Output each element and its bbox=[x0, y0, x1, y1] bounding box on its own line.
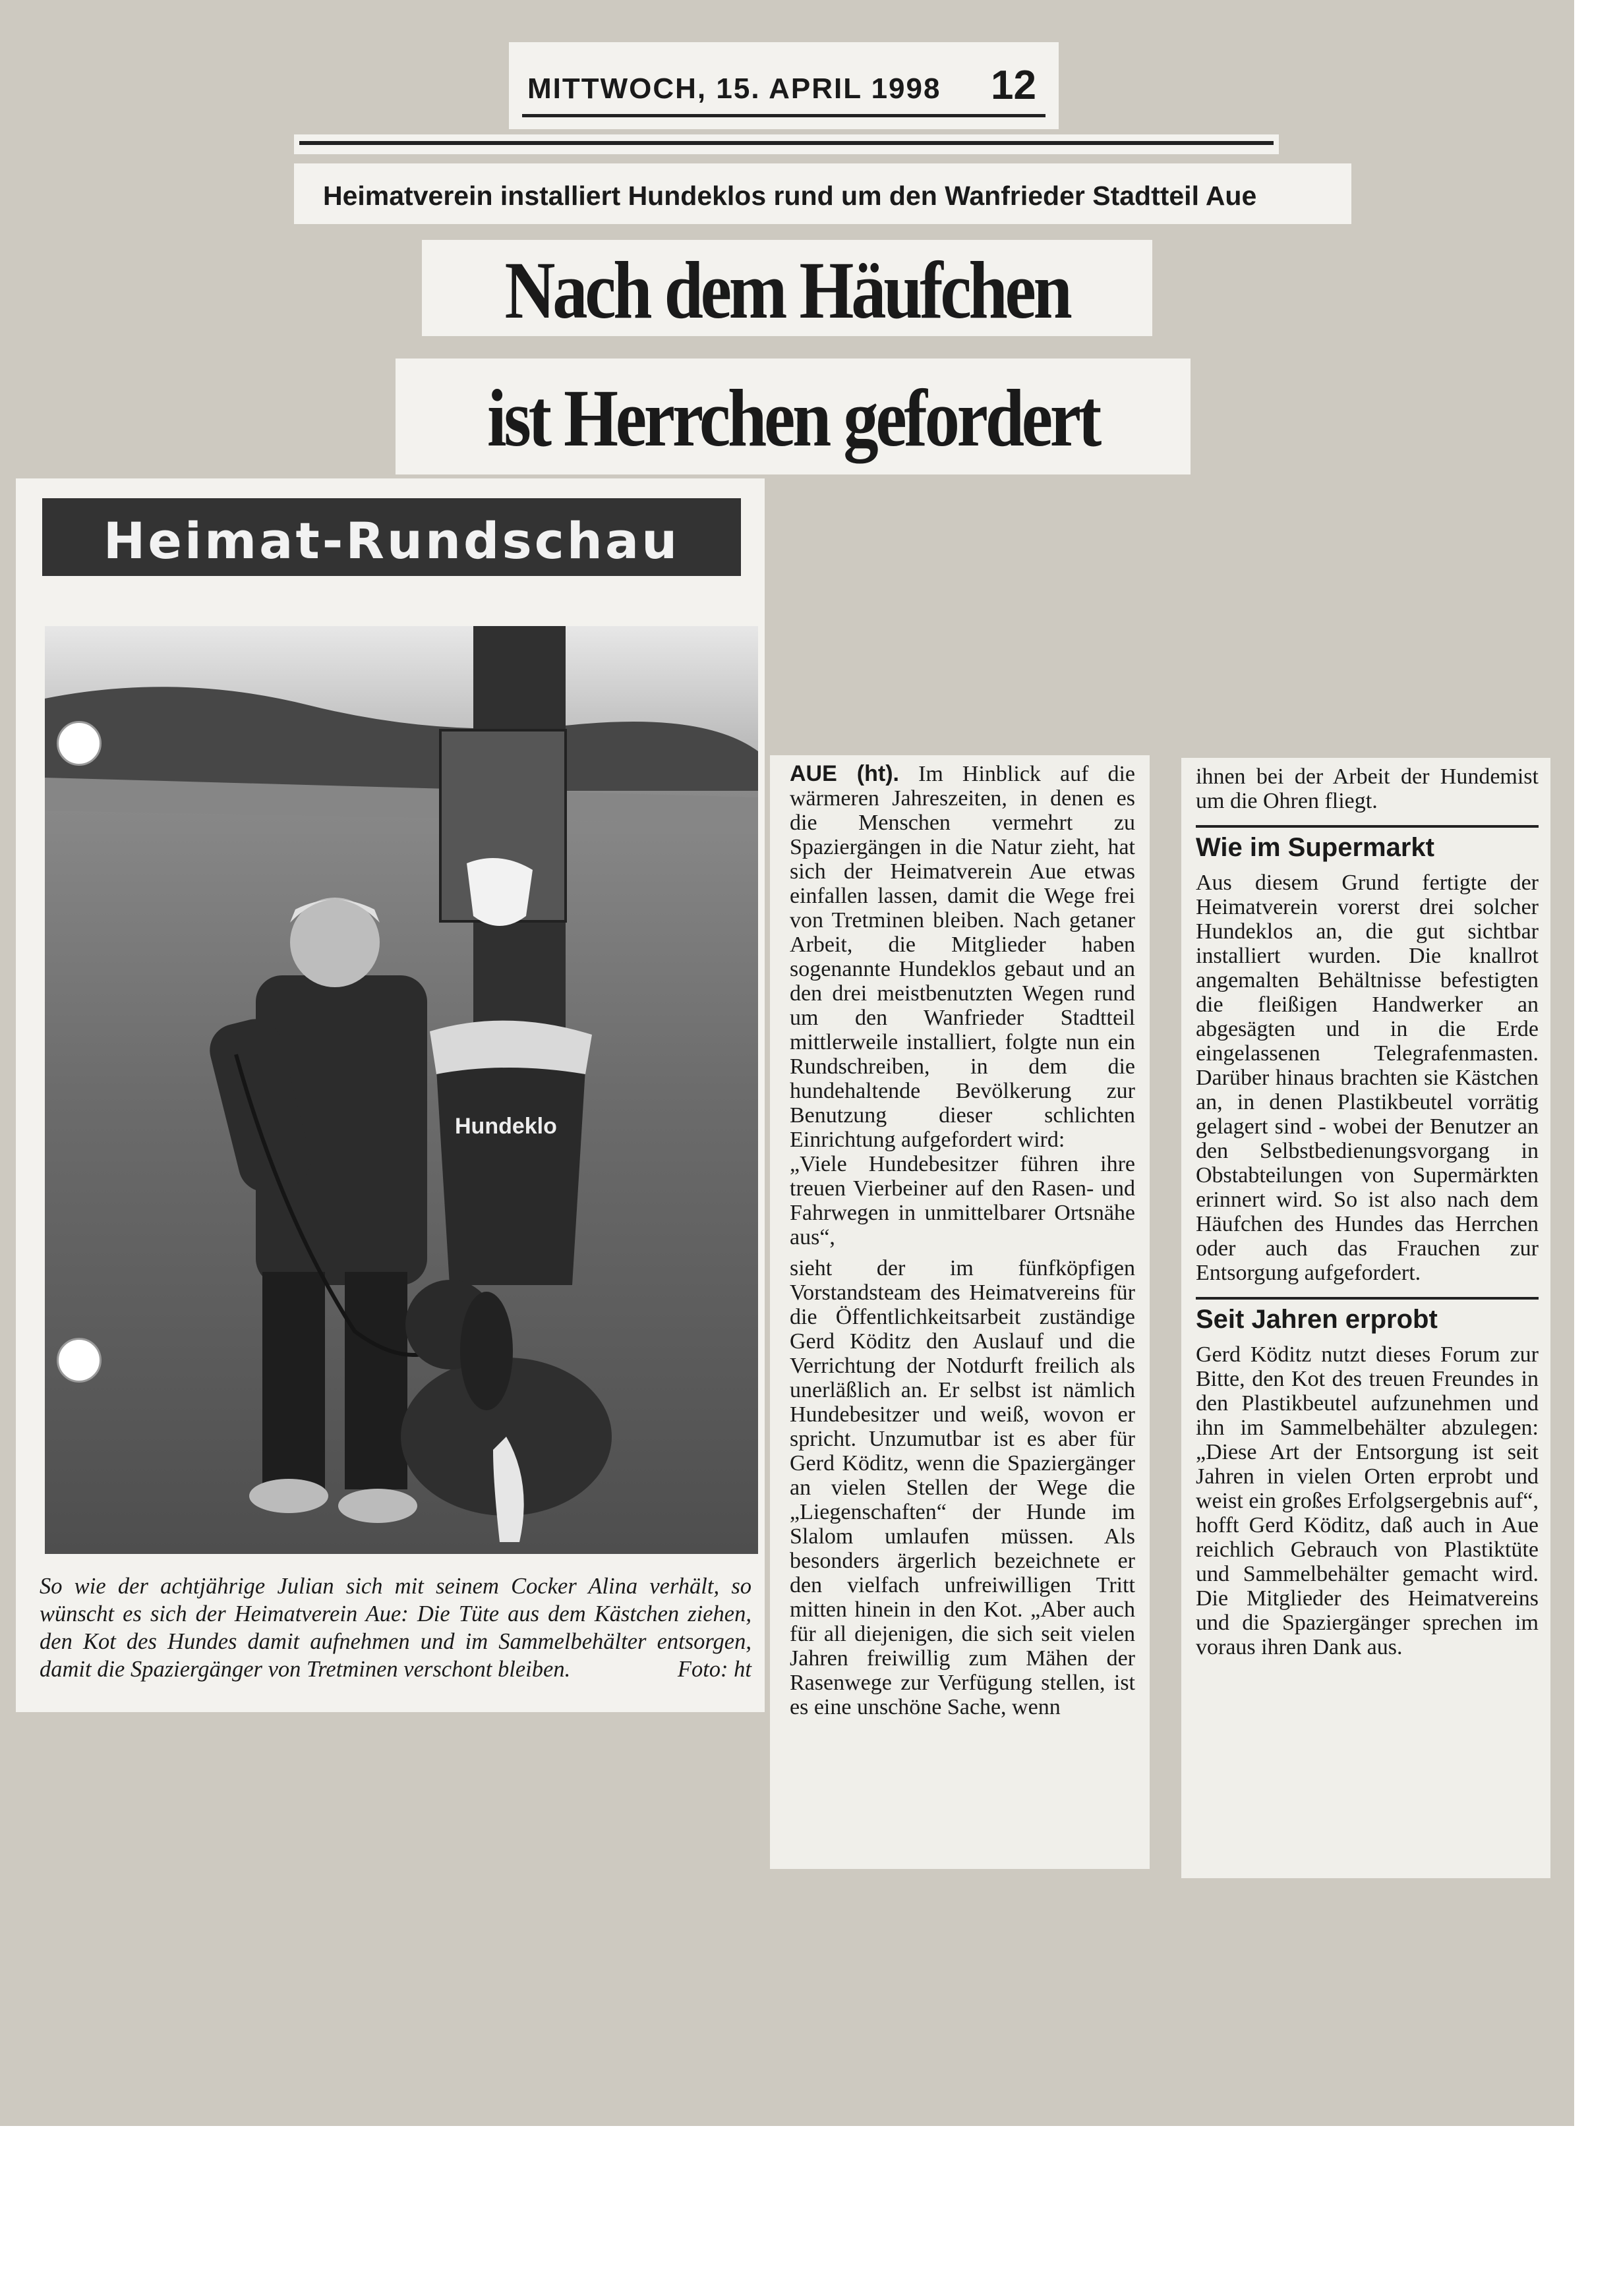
photo-caption bbox=[40, 1572, 751, 1683]
plastic-bag bbox=[467, 858, 533, 926]
boy-shoe-right bbox=[338, 1489, 417, 1523]
news-photo bbox=[45, 626, 758, 1554]
photo-clipping bbox=[16, 478, 765, 1712]
rule-divider bbox=[299, 141, 1274, 145]
subhead-erprobt: Seit Jahren erprobt bbox=[1196, 1297, 1539, 1335]
punch-hole-bottom bbox=[57, 1338, 102, 1383]
issue-date: MITTWOCH, 15. APRIL 1998 bbox=[527, 72, 941, 105]
headline-clipping-1 bbox=[422, 240, 1152, 336]
boy-shoe-left bbox=[249, 1479, 328, 1513]
headline-clipping-2 bbox=[396, 359, 1191, 474]
article-paragraph-3: sieht der im fünfköpfigen Vorstandsteam des Heimatvereins für die Öffentlichkeitsarbeit zuständige Gerd Köditz den Auslauf und die Verrichtung der Notdurft freilich als unerläßlich an. Er selbst ist nämlich Hundebesitzer und weiß, wovon er spricht. Unzumutbar ist es aber für Gerd Köditz, wenn die Spaziergänger an vielen Stellen der Wege die „Liegenschaften“ der Hunde im Slalom umlaufen müssen. Als besonders ärgerlich bezeichnete er den vielfach unfreiwilligen Tritt mitten hinein in den Kot. „Aber auch für all diejenigen, die sich seit vielen Jahren freiwillig zum Mähen der Rasenwege zur Verfügung stellen, ist es eine unschöne Sache, wenn bbox=[790, 1256, 1135, 1719]
boy-head bbox=[290, 898, 380, 987]
rule-strip-clipping bbox=[294, 134, 1279, 154]
article-paragraph-4: ihnen bei der Arbeit der Hundemist um die Ohren fliegt. bbox=[1196, 764, 1539, 813]
bin-liner bbox=[430, 1021, 592, 1074]
kicker-line: Heimatverein installiert Hundeklos rund um den Wanfrieder Stadtteil Aue bbox=[323, 181, 1257, 211]
waste-bin bbox=[435, 1048, 587, 1285]
page-number: 12 bbox=[991, 63, 1036, 108]
headline-line-2: ist Herrchen gefordert bbox=[487, 373, 1099, 463]
headline-line-1: Nach dem Häufchen bbox=[504, 245, 1070, 335]
dateline: AUE (ht). bbox=[790, 761, 899, 786]
article-paragraph-5: Aus diesem Grund fertigte der Heimatverein vorerst drei solcher Hundeklos an, die gut sichtbar installiert wurden. Die knallrot angemalten Behältnisse befestigten die fleißigen Handwerker an abgesägten und in die Erde eingelassenen Telegrafenmasten. Darüber hinaus brachten sie Kästchen an, in denen Plastikbeutel vorrätig gelagert sind - wobei der Benutzer an den Selbstbedienungsvorgang in Obstabteilungen von Supermärkten erinnert wird. So ist also nach dem Häufchen des Hundes das Herrchen oder auch das Frauchen zur Entsorgung aufgefordert. bbox=[1196, 871, 1539, 1285]
bin-sign-text: Hundeklo bbox=[455, 1114, 557, 1139]
article-column-3 bbox=[1181, 758, 1550, 1878]
caption-text: So wie der achtjährige Julian sich mit seinem Cocker Alina verhält, so wünscht es sich der Heimatverein Aue: Die Tüte aus dem Kästchen ziehen, den Kot des Hundes damit aufnehmen und im Sammelbehälter entsorgen, damit die Spaziergänger von Tretminen verschont bleiben. bbox=[40, 1574, 751, 1682]
section-banner bbox=[42, 498, 741, 576]
kicker-clipping bbox=[294, 163, 1351, 224]
section-title: Heimat-Rundschau bbox=[103, 511, 680, 570]
punch-hole-top bbox=[57, 721, 102, 766]
photo-credit: Foto: ht bbox=[677, 1657, 751, 1682]
article-paragraph-6: Gerd Köditz nutzt dieses Forum zur Bitte, den Kot des treuen Freundes in den Plastikbeutel aufzunehmen und ihn im Sammelbehälter abzulegen: „Diese Art der Entsorgung ist seit Jahren in vielen Orten erprobt und weist ein großes Erfolgsergebnis auf“, hofft Gerd Köditz, daß auch in Aue reichlich Gebrauch von Plastiktüte und Sammelbehälter gemacht wird. Die Mitglieder des Heimatvereins und die Spaziergänger sprechen im voraus ihren Dank aus. bbox=[1196, 1342, 1539, 1659]
dog-ear bbox=[460, 1292, 513, 1410]
boy-leg-right bbox=[345, 1272, 407, 1489]
article-paragraph-1 bbox=[790, 762, 1135, 1152]
article-paragraph-2: „Viele Hundebesitzer führen ihre treuen Vierbeiner auf den Rasen- und Fahrwegen in unmittelbarer Ortsnähe aus“, bbox=[790, 1152, 1135, 1249]
paragraph-1-text: Im Hinblick auf die wärmeren Jahreszeiten, in denen es die Menschen vermehrt zu Spaziergängen in die Natur zieht, hat sich der Heimatverein Aue etwas einfallen lassen, damit die Wege frei von Tretminen bleiben. Nach getaner Arbeit, die Mitglieder haben sogenannte Hundeklos gebaut und an den drei meistbenutzten Wegen rund um den Wanfrieder Stadtteil mittlerweile installiert, folgte nun ein Rundschreiben, in dem die hundehaltende Bevölkerung zur Benutzung dieser schlichten Einrichtung aufgefordert wird: bbox=[790, 762, 1136, 1152]
date-rule-divider bbox=[522, 114, 1045, 117]
boy-leg-left bbox=[262, 1272, 325, 1489]
subhead-supermarkt: Wie im Supermarkt bbox=[1196, 825, 1539, 863]
article-column-2 bbox=[770, 755, 1150, 1869]
date-clipping bbox=[509, 42, 1059, 129]
